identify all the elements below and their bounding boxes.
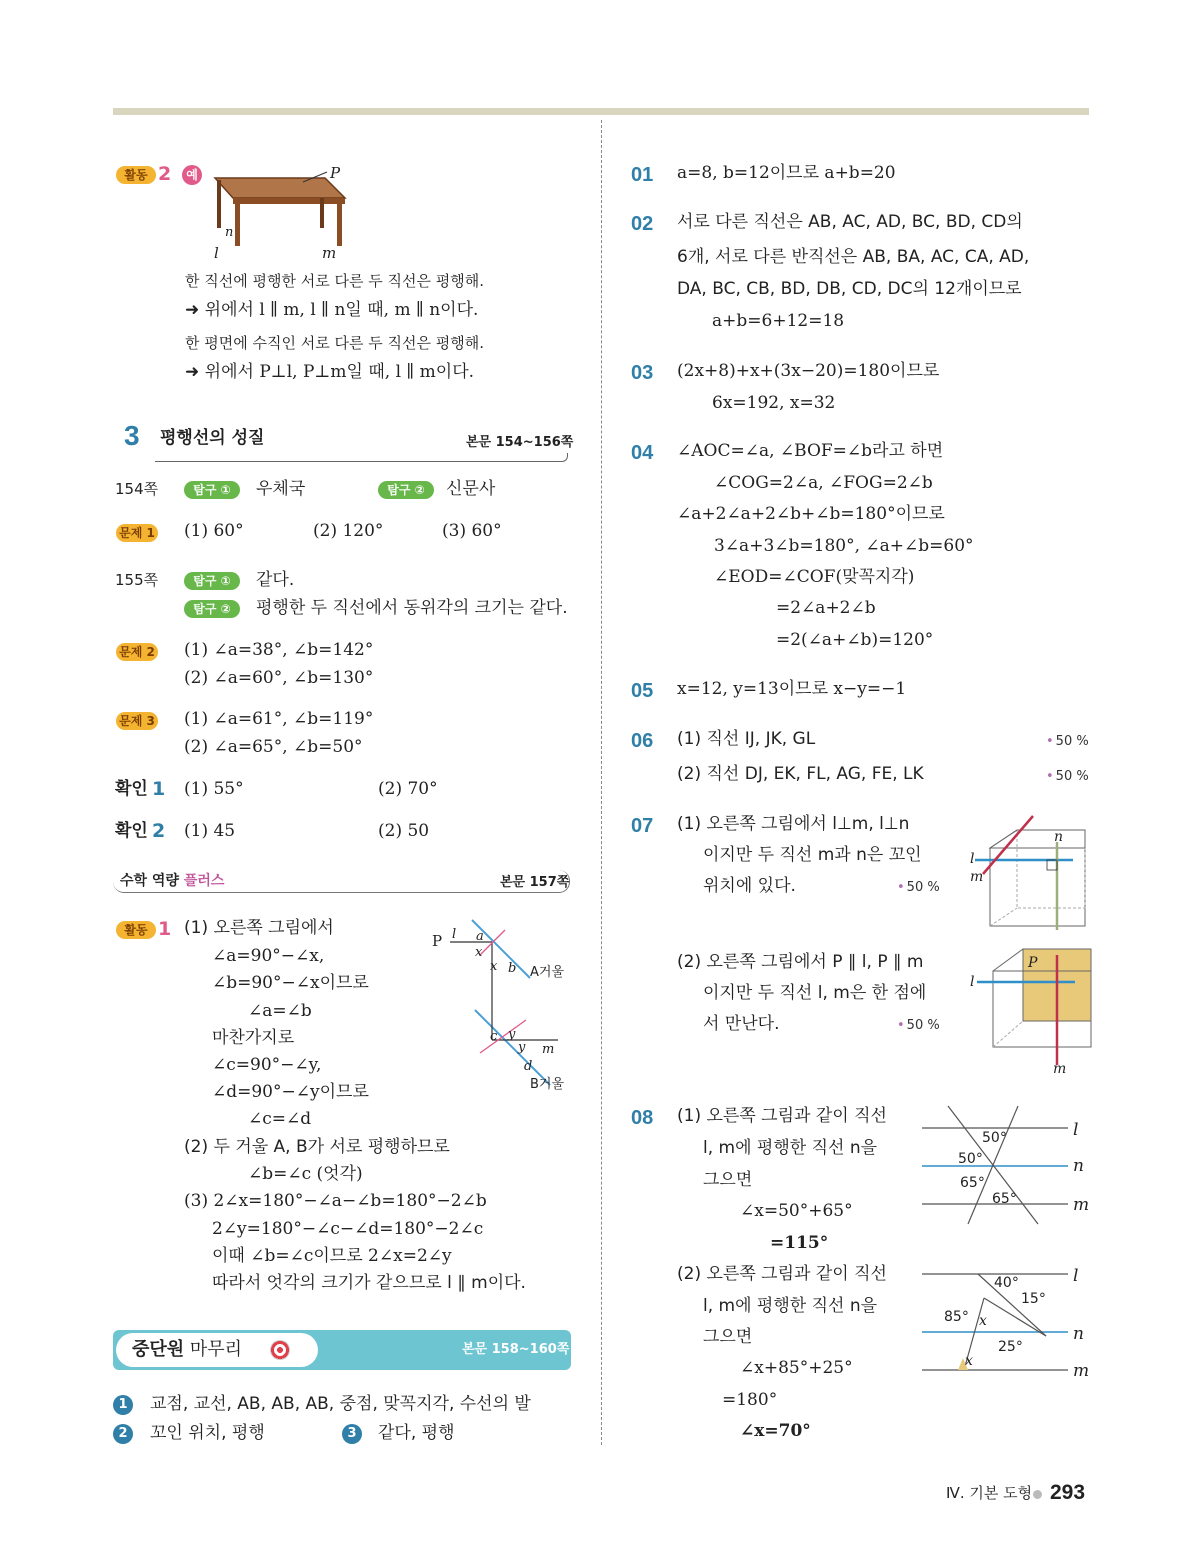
q07-a1: (1) 오른쪽 그림에서 l⊥m, l⊥n	[677, 814, 910, 834]
act1-line-14: 따라서 엇각의 크기가 같으므로 l ∥ m이다.	[212, 1273, 526, 1293]
q08f1-angle-50a: 50°	[982, 1130, 1007, 1146]
act1-line-10: ∠b=∠c (엇각)	[248, 1164, 363, 1184]
cube-figure-1	[965, 812, 1095, 932]
q08f2-label-l: l	[1073, 1266, 1079, 1286]
cube1-label-m: m	[970, 869, 984, 885]
act1-line-8: ∠c=∠d	[248, 1109, 312, 1129]
explore-155-1-badge: 탐구 ①	[184, 572, 240, 590]
q04-line5: ∠EOD=∠COF(맞꼭지각)	[714, 567, 915, 587]
q08f1-angle-65b: 65°	[992, 1191, 1017, 1207]
mirror-label-y2: y	[518, 1040, 526, 1055]
q06-line1: (1) 직선 IJ, JK, GL	[677, 729, 816, 749]
q06-line2: (2) 직선 DJ, EK, FL, AG, FE, LK	[677, 764, 924, 784]
target-icon	[270, 1340, 290, 1360]
q08f2-label-x2: x	[965, 1353, 973, 1369]
mirror-label-y1: y	[508, 1027, 516, 1042]
mirror-label-x1: x	[475, 945, 483, 960]
act1-line-1: (1) 오른쪽 그림에서	[184, 918, 334, 938]
act1-line-13: 이때 ∠b=∠c이므로 2∠x=2∠y	[212, 1246, 452, 1266]
parallel-figure-2	[918, 1262, 1068, 1392]
act1-line-12: 2∠y=180°−∠c−∠d=180°−2∠c	[212, 1219, 484, 1239]
mirror-label-a: a	[476, 929, 484, 944]
q02-line2: 6개, 서로 다른 반직선은 AB, BA, AC, CA, AD,	[677, 247, 1030, 267]
explore-1-badge: 탐구 ①	[184, 481, 240, 499]
summary-num-3: 3	[342, 1424, 362, 1444]
problem-1-c: (3) 60°	[442, 521, 502, 541]
q08f1-angle-50b: 50°	[958, 1151, 983, 1167]
problem-2-badge: 문제 2	[116, 643, 158, 661]
problem-1-b: (2) 120°	[313, 521, 384, 541]
q08f2-angle-40: 40°	[994, 1275, 1019, 1291]
q08f1-label-m: m	[1073, 1195, 1090, 1215]
fig-label-n: n	[225, 225, 234, 240]
summary-num-2: 2	[113, 1424, 133, 1444]
q08-a3: 그으면	[703, 1170, 753, 1190]
explore-155-1-answer: 같다.	[256, 570, 295, 590]
q08-a5: =115°	[770, 1233, 829, 1253]
mirror-label-A: A거울	[530, 965, 565, 980]
q07-a3: 위치에 있다.	[703, 876, 796, 896]
section-3-number: 3	[124, 420, 140, 451]
activity-2-line1: 한 직선에 평행한 서로 다른 두 직선은 평행해.	[185, 272, 484, 290]
q08f2-angle-85: 85°	[944, 1309, 969, 1325]
q07-a2: 이지만 두 직선 m과 n은 꼬인	[703, 845, 922, 865]
q05-number: 05	[631, 680, 654, 702]
act1-line-11: (3) 2∠x=180°−∠a−∠b=180°−2∠b	[184, 1191, 487, 1211]
summary-1: 교점, 교선, AB, AB, AB, 중점, 맞꼭지각, 수선의 발	[150, 1394, 531, 1414]
mirror-label-x2: x	[490, 959, 498, 974]
activity-1-number: 1	[158, 918, 172, 940]
mirror-label-P: P	[432, 932, 443, 950]
q07-number: 07	[631, 815, 654, 837]
fig-label-P: P	[330, 164, 341, 182]
problem-2-b: (2) ∠a=60°, ∠b=130°	[184, 668, 374, 688]
q08-b1: (2) 오른쪽 그림과 같이 직선	[677, 1264, 887, 1284]
mirror-label-l: l	[452, 927, 457, 942]
fig-label-m: m	[322, 244, 337, 262]
page-155-label: 155쪽	[115, 571, 159, 589]
q07-b1: (2) 오른쪽 그림에서 P ∥ l, P ∥ m	[677, 952, 924, 972]
fig-label-l: l	[214, 244, 219, 262]
act1-line-7: ∠d=90°−∠y이므로	[212, 1082, 369, 1102]
problem-1-badge: 문제 1	[116, 524, 158, 542]
q08f2-label-x1: x	[979, 1313, 987, 1329]
q08-b3: 그으면	[703, 1327, 753, 1347]
footer-dot	[1033, 1490, 1042, 1499]
q03-number: 03	[631, 362, 654, 384]
explore-155-2-answer: 평행한 두 직선에서 동위각의 크기는 같다.	[256, 598, 568, 618]
footer-chapter: Ⅳ. 기본 도형	[946, 1484, 1033, 1502]
act1-line-4: ∠a=∠b	[248, 1001, 312, 1021]
cube2-label-l: l	[970, 974, 975, 990]
problem-3-b: (2) ∠a=65°, ∠b=50°	[184, 737, 363, 757]
problem-3-badge: 문제 3	[116, 712, 158, 730]
q02-line1: 서로 다른 직선은 AB, AC, AD, BC, BD, CD의	[677, 212, 1023, 232]
q02-line3: DA, BC, CB, BD, DB, CD, DC의 12개이므로	[677, 279, 1022, 299]
q08f2-angle-25: 25°	[998, 1339, 1023, 1355]
review-ref: 본문 158~160쪽	[462, 1342, 570, 1357]
check-1-label: 확인	[115, 779, 148, 799]
q08f2-label-n: n	[1073, 1324, 1084, 1344]
explore-1-answer: 우체국	[256, 479, 306, 499]
q01-number: 01	[631, 164, 654, 186]
act1-line-9: (2) 두 거울 A, B가 서로 평행하므로	[184, 1137, 450, 1157]
q02-number: 02	[631, 213, 654, 235]
q02-line4: a+b=6+12=18	[712, 311, 845, 331]
q08f1-angle-65a: 65°	[960, 1175, 985, 1191]
section-3-ref: 본문 154~156쪽	[466, 435, 574, 450]
activity-2-badge: 활동	[116, 166, 156, 184]
q03-line2: 6x=192, x=32	[712, 393, 836, 413]
q07-b3: 서 만난다.	[703, 1014, 780, 1034]
q08-a2: l, m에 평행한 직선 n을	[703, 1138, 878, 1158]
activity-2-line4: ➜ 위에서 P⊥l, P⊥m일 때, l ∥ m이다.	[185, 362, 475, 382]
check-2-b: (2) 50	[378, 821, 430, 841]
q04-number: 04	[631, 442, 654, 464]
q06-pct2: • 50 %	[1046, 769, 1089, 784]
mirror-figure	[430, 915, 575, 1100]
q04-line2: ∠COG=2∠a, ∠FOG=2∠b	[714, 473, 933, 493]
q07-pa: • 50 %	[897, 880, 940, 895]
q07-b2: 이지만 두 직선 l, m은 한 점에	[703, 983, 927, 1003]
check-1-b: (2) 70°	[378, 779, 438, 799]
section-3-title: 평행선의 성질	[160, 428, 265, 448]
cube1-label-n: n	[1054, 829, 1064, 845]
q06-pct1: • 50 %	[1046, 734, 1089, 749]
q05-answer: x=12, y=13이므로 x−y=−1	[677, 679, 907, 699]
q07-pb: • 50 %	[897, 1018, 940, 1033]
check-2-a: (1) 45	[184, 821, 236, 841]
activity-2-line2: ➜ 위에서 l ∥ m, l ∥ n일 때, m ∥ n이다.	[185, 300, 479, 320]
problem-2-a: (1) ∠a=38°, ∠b=142°	[184, 640, 374, 660]
parallel-figure-1	[918, 1100, 1068, 1230]
q06-number: 06	[631, 730, 654, 752]
top-rule	[113, 108, 1089, 115]
act1-line-5: 마찬가지로	[212, 1028, 295, 1048]
mirror-label-d: d	[524, 1059, 533, 1074]
q08f1-label-l: l	[1073, 1120, 1079, 1140]
act1-line-2: ∠a=90°−∠x,	[212, 946, 325, 966]
explore-2-badge: 탐구 ②	[378, 481, 434, 499]
mirror-label-b: b	[508, 961, 517, 976]
q04-line7: =2(∠a+∠b)=120°	[776, 630, 934, 650]
mirror-label-B: B거울	[530, 1077, 565, 1092]
q08f2-label-m: m	[1073, 1361, 1090, 1381]
q04-line1: ∠AOC=∠a, ∠BOF=∠b라고 하면	[677, 441, 944, 461]
q01-answer: a=8, b=12이므로 a+b=20	[677, 163, 896, 183]
check-1-a: (1) 55°	[184, 779, 244, 799]
check-1-number: 1	[152, 778, 166, 800]
q08-number: 08	[631, 1107, 654, 1129]
activity-1-badge: 활동	[116, 921, 156, 939]
q08f2-angle-15: 15°	[1021, 1291, 1046, 1307]
q08f1-label-n: n	[1073, 1156, 1084, 1176]
q08-b6: ∠x=70°	[740, 1421, 811, 1441]
summary-3: 같다, 평행	[378, 1423, 455, 1443]
section-3-underline	[155, 453, 568, 462]
explore-2-answer: 신문사	[446, 479, 496, 499]
q04-line6: =2∠a+2∠b	[776, 598, 876, 618]
mirror-label-m: m	[542, 1042, 555, 1057]
check-2-label: 확인	[115, 821, 148, 841]
act1-line-6: ∠c=90°−∠y,	[212, 1055, 322, 1075]
activity-2-line3: 한 평면에 수직인 서로 다른 두 직선은 평행해.	[185, 334, 484, 352]
page-154-label: 154쪽	[115, 480, 159, 498]
review-title: 중단원 마무리	[132, 1339, 243, 1360]
q08-b5: =180°	[722, 1390, 778, 1410]
plus-title: 수학 역량 플러스	[120, 873, 225, 889]
problem-1-a: (1) 60°	[184, 521, 244, 541]
column-divider	[601, 120, 602, 1445]
plus-ref: 본문 157쪽	[500, 875, 570, 890]
cube2-label-m: m	[1053, 1061, 1067, 1077]
q03-line1: (2x+8)+x+(3x−20)=180이므로	[677, 361, 940, 381]
q04-line4: 3∠a+3∠b=180°, ∠a+∠b=60°	[714, 536, 974, 556]
cube2-label-P: P	[1028, 955, 1038, 971]
footer-page-number: 293	[1050, 1481, 1086, 1504]
q04-line3: ∠a+2∠a+2∠b+∠b=180°이므로	[677, 504, 945, 524]
problem-3-a: (1) ∠a=61°, ∠b=119°	[184, 709, 374, 729]
mirror-label-c: c	[490, 1029, 498, 1044]
summary-num-1: 1	[113, 1395, 133, 1415]
cube1-label-l: l	[970, 851, 975, 867]
example-marker: 예	[182, 165, 202, 185]
q08-a1: (1) 오른쪽 그림과 같이 직선	[677, 1106, 887, 1126]
activity-2-number: 2	[158, 163, 172, 185]
q08-b4: ∠x+85°+25°	[740, 1358, 853, 1378]
q08-a4: ∠x=50°+65°	[740, 1201, 853, 1221]
act1-line-3: ∠b=90°−∠x이므로	[212, 973, 369, 993]
summary-2: 꼬인 위치, 평행	[150, 1423, 265, 1443]
q08-b2: l, m에 평행한 직선 n을	[703, 1296, 878, 1316]
check-2-number: 2	[152, 820, 166, 842]
explore-155-2-badge: 탐구 ②	[184, 600, 240, 618]
